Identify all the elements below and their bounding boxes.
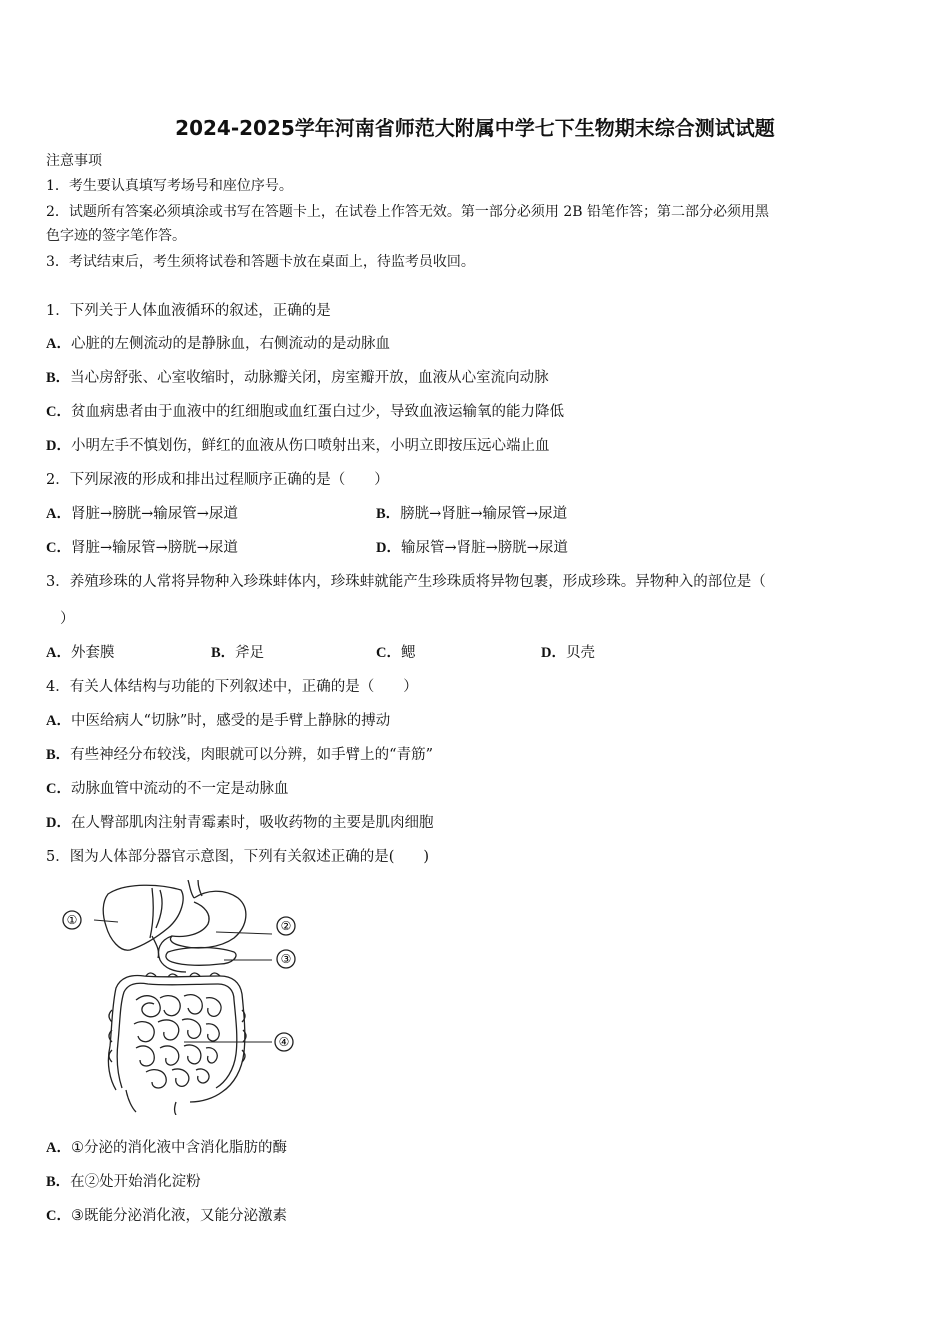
option-label: C．: [46, 404, 71, 420]
option-text: 贫血病患者由于血液中的红细胞或血红蛋白过少，导致血液运输氧的能力降低: [70, 404, 564, 420]
option-text: 肾脏→输尿管→膀胱→尿道: [70, 540, 238, 556]
option-label: C．: [46, 540, 71, 556]
option-label: A．: [46, 506, 71, 522]
notice-item: 2．试题所有答案必须填涂或书写在答题卡上，在试卷上作答无效。第一部分必须用 2B 铅笔作答；第二部分必须用黑: [46, 204, 769, 220]
figure-label-3: ③: [280, 952, 292, 966]
option-label: D．: [46, 438, 71, 454]
question-2-option-c[interactable]: [46, 538, 238, 558]
question-4-option-c[interactable]: [46, 779, 288, 799]
notice-item: 1．考生要认真填写考场号和座位序号。: [46, 178, 293, 194]
option-text: 在人臀部肌肉注射青霉素时，吸收药物的主要是肌肉细胞: [70, 815, 434, 831]
question-3-stem: 3．养殖珍珠的人常将异物种入珍珠蚌体内，珍珠蚌就能产生珍珠质将异物包裹，形成珍珠。异物种入的部位是（: [46, 574, 766, 590]
question-2-option-a[interactable]: [46, 504, 238, 524]
option-text: ③既能分泌消化液，又能分泌激素: [70, 1208, 287, 1224]
question-5-option-a[interactable]: [46, 1138, 287, 1158]
question-4-option-b[interactable]: [46, 745, 433, 765]
option-text: 当心房舒张、心室收缩时，动脉瓣关闭，房室瓣开放，血液从心室流向动脉: [70, 370, 549, 386]
question-3-option-a[interactable]: [46, 643, 114, 663]
page-title: 2024-2025学年河南省师范大附属中学七下生物期末综合测试试题: [175, 116, 775, 140]
option-label: A．: [46, 713, 71, 729]
option-label: D．: [376, 540, 401, 556]
option-text: 斧足: [235, 645, 265, 661]
option-label: B．: [46, 370, 71, 386]
question-5-stem: 5．图为人体部分器官示意图，下列有关叙述正确的是( ): [46, 849, 430, 865]
option-label: D．: [46, 815, 71, 831]
option-label: B．: [376, 506, 401, 522]
question-4-stem: 4．有关人体结构与功能的下列叙述中，正确的是（ ）: [46, 679, 418, 695]
question-1-option-a[interactable]: [46, 334, 390, 354]
option-text: ①分泌的消化液中含消化脂肪的酶: [70, 1140, 287, 1156]
option-label: B．: [211, 645, 236, 661]
option-label: B．: [46, 1174, 71, 1190]
figure-label-2: ②: [280, 919, 292, 933]
option-text: 小明左手不慎划伤，鲜红的血液从伤口喷射出来，小明立即按压远心端止血: [70, 438, 550, 454]
question-4-option-d[interactable]: [46, 813, 433, 833]
option-label: C．: [46, 781, 71, 797]
notice-item: 色字迹的签字笔作答。: [46, 228, 186, 244]
question-2-stem: 2．下列尿液的形成和排出过程顺序正确的是（ ）: [46, 472, 389, 488]
question-1-option-b[interactable]: [46, 368, 549, 388]
notice-item: 3．考试结束后，考生须将试卷和答题卡放在桌面上，待监考员收回。: [46, 254, 475, 270]
small-intestine-shape: [134, 995, 221, 1088]
option-text: 心脏的左侧流动的是静脉血，右侧流动的是动脉血: [70, 336, 390, 352]
question-3-option-d[interactable]: [541, 643, 595, 663]
figure-label-4: ④: [278, 1035, 290, 1049]
option-label: A．: [46, 336, 71, 352]
option-text: 有些神经分布较浅，肉眼就可以分辨，如手臂上的“青筋”: [70, 747, 433, 763]
question-3-option-b[interactable]: [211, 643, 264, 663]
question-3-option-c[interactable]: [376, 643, 415, 663]
option-label: A．: [46, 645, 71, 661]
question-1-stem: 1．下列关于人体血液循环的叙述，正确的是: [46, 303, 331, 319]
stomach-shape: [170, 891, 245, 948]
question-3-stem-cont: ）: [60, 611, 75, 627]
option-text: 贝壳: [565, 645, 595, 661]
option-text: 中医给病人“切脉”时，感受的是手臂上静脉的搏动: [70, 713, 391, 729]
option-text: 膀胱→肾脏→输尿管→尿道: [400, 506, 568, 522]
question-5-option-b[interactable]: [46, 1172, 201, 1192]
question-1-option-c[interactable]: [46, 402, 564, 422]
question-4-option-a[interactable]: [46, 711, 390, 731]
notice-heading: 注意事项: [46, 153, 102, 169]
option-label: A．: [46, 1140, 71, 1156]
pancreas-shape: [166, 948, 236, 966]
option-text: 动脉血管中流动的不一定是动脉血: [70, 781, 289, 797]
option-label: B．: [46, 747, 71, 763]
question-2-option-d[interactable]: [376, 538, 568, 558]
option-text: 鳃: [400, 645, 416, 661]
option-text: 输尿管→肾脏→膀胱→尿道: [400, 540, 568, 556]
figure-label-1: ①: [66, 913, 78, 927]
option-label: D．: [541, 645, 566, 661]
option-label: C．: [46, 1208, 71, 1224]
option-text: 在②处开始消化淀粉: [70, 1174, 201, 1190]
option-text: 外套膜: [70, 645, 115, 661]
digestive-system-figure: [56, 880, 316, 1115]
question-5-option-c[interactable]: [46, 1206, 287, 1226]
option-label: C．: [376, 645, 401, 661]
option-text: 肾脏→膀胱→输尿管→尿道: [70, 506, 238, 522]
question-1-option-d[interactable]: [46, 436, 549, 456]
question-2-option-b[interactable]: [376, 504, 567, 524]
